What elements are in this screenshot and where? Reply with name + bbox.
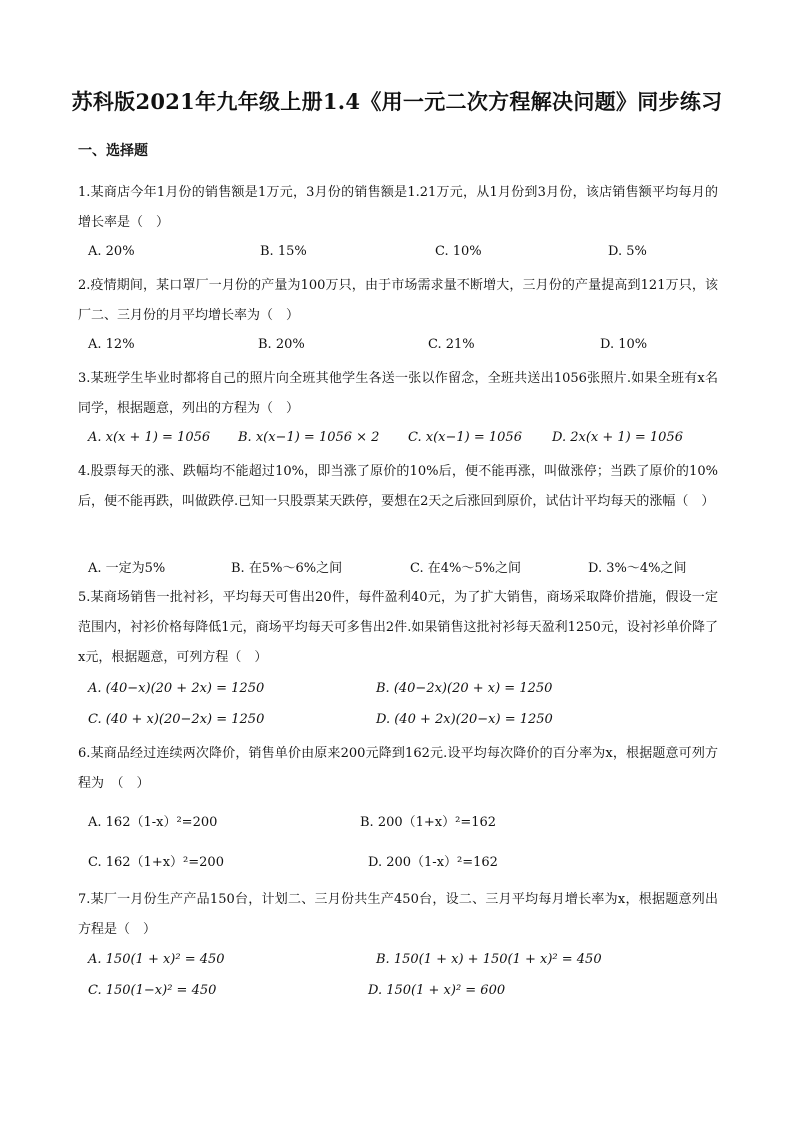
question-1-option-c[interactable]: C. 10%: [435, 244, 482, 259]
question-7-stem: 7.某厂一月份生产产品150台，计划二、三月份共生产450台，设二、三月平均每月增长率为x，根据题意列出方程是（ ）: [78, 892, 718, 937]
question-5-option-a[interactable]: A. (40−x)(20 + 2x) = 1250: [88, 681, 265, 696]
question-1-options: [88, 244, 708, 264]
question-1-stem: 1.某商店今年1月份的销售额是1万元，3月份的销售额是1.21万元，从1月份到3月份，该店销售额平均每月的增长率是（ ）: [78, 185, 718, 230]
question-3-options: [88, 430, 708, 450]
question-4-stem: 4.股票每天的涨、跌幅均不能超过10%，即当涨了原价的10%后，便不能再涨，叫做涨停；当跌了原价的10%后，便不能再跌，叫做跌停.已知一只股票某天跌停，要想在2天之后涨回到原价，试估计平均每天的涨幅（ ）: [78, 464, 718, 509]
question-1-option-a[interactable]: A. 20%: [88, 244, 135, 259]
question-5-option-b[interactable]: B. (40−2x)(20 + x) = 1250: [376, 681, 553, 696]
question-6-option-a[interactable]: A. 162（1-x）²=200: [88, 815, 218, 830]
question-2-option-d[interactable]: D. 10%: [600, 337, 648, 352]
question-2-options: [88, 337, 708, 357]
question-3-stem: 3.某班学生毕业时都将自己的照片向全班其他学生各送一张以作留念，全班共送出1056张照片.如果全班有x名同学，根据题意，列出的方程为（ ）: [78, 371, 718, 416]
question-6-option-c[interactable]: C. 162（1+x）²=200: [88, 855, 224, 870]
question-4-options: [88, 557, 708, 577]
question-6-option-d[interactable]: D. 200（1-x）²=162: [368, 855, 498, 870]
question-4-option-c[interactable]: C. 在4%～5%之间: [410, 561, 521, 576]
question-4-option-a[interactable]: A. 一定为5%: [88, 561, 166, 576]
question-1-option-d[interactable]: D. 5%: [608, 244, 647, 259]
section-heading: 一、选择题: [78, 143, 148, 159]
question-5-option-d[interactable]: D. (40 + 2x)(20−x) = 1250: [376, 712, 553, 727]
question-6-option-b[interactable]: B. 200（1+x）²=162: [360, 815, 497, 830]
question-2-option-b[interactable]: B. 20%: [258, 337, 305, 352]
question-5-options-row-2: [88, 712, 708, 732]
question-2-option-c[interactable]: C. 21%: [428, 337, 475, 352]
question-5-options-row-1: [88, 681, 708, 701]
question-7-option-a[interactable]: A. 150(1 + x)² = 450: [88, 952, 225, 967]
question-6-options-row-1: [88, 811, 708, 831]
question-7-options-row-1: [88, 952, 708, 972]
question-5-stem: 5.某商场销售一批衬衫，平均每天可售出20件，每件盈利40元，为了扩大销售，商场采取降价措施，假设一定范围内，衬衫价格每降低1元，商场平均每天可多售出2件.如果销售这批衬衫每天盈利1250元，设衬衫单价降了x元，根据题意，可列方程（ ）: [78, 590, 718, 665]
question-6-stem: 6.某商品经过连续两次降价，销售单价由原来200元降到162元.设平均每次降价的百分率为x，根据题意可列方程为 （ ）: [78, 746, 718, 791]
question-2-stem: 2.疫情期间，某口罩厂一月份的产量为100万只，由于市场需求量不断增大，三月份的产量提高到121万只，该厂二、三月份的月平均增长率为（ ）: [78, 278, 718, 323]
question-7-option-d[interactable]: D. 150(1 + x)² = 600: [368, 983, 506, 998]
question-4-option-b[interactable]: B. 在5%～6%之间: [231, 561, 343, 576]
document-title: 苏科版2021年九年级上册1.4《用一元二次方程解决问题》同步练习: [71, 89, 723, 114]
question-1-option-b[interactable]: B. 15%: [260, 244, 307, 259]
question-3-option-a[interactable]: A. x(x + 1) = 1056: [88, 430, 211, 445]
question-3-option-d[interactable]: D. 2x(x + 1) = 1056: [552, 430, 683, 445]
question-5-option-c[interactable]: C. (40 + x)(20−2x) = 1250: [88, 712, 265, 727]
question-7-option-b[interactable]: B. 150(1 + x) + 150(1 + x)² = 450: [376, 952, 602, 967]
question-7-option-c[interactable]: C. 150(1−x)² = 450: [88, 983, 217, 998]
question-3-option-b[interactable]: B. x(x−1) = 1056 × 2: [238, 430, 380, 445]
question-7-options-row-2: [88, 983, 708, 1003]
question-3-option-c[interactable]: C. x(x−1) = 1056: [408, 430, 522, 445]
question-6-options-row-2: [88, 851, 708, 871]
question-2-option-a[interactable]: A. 12%: [88, 337, 135, 352]
question-4-option-d[interactable]: D. 3%～4%之间: [588, 561, 687, 576]
